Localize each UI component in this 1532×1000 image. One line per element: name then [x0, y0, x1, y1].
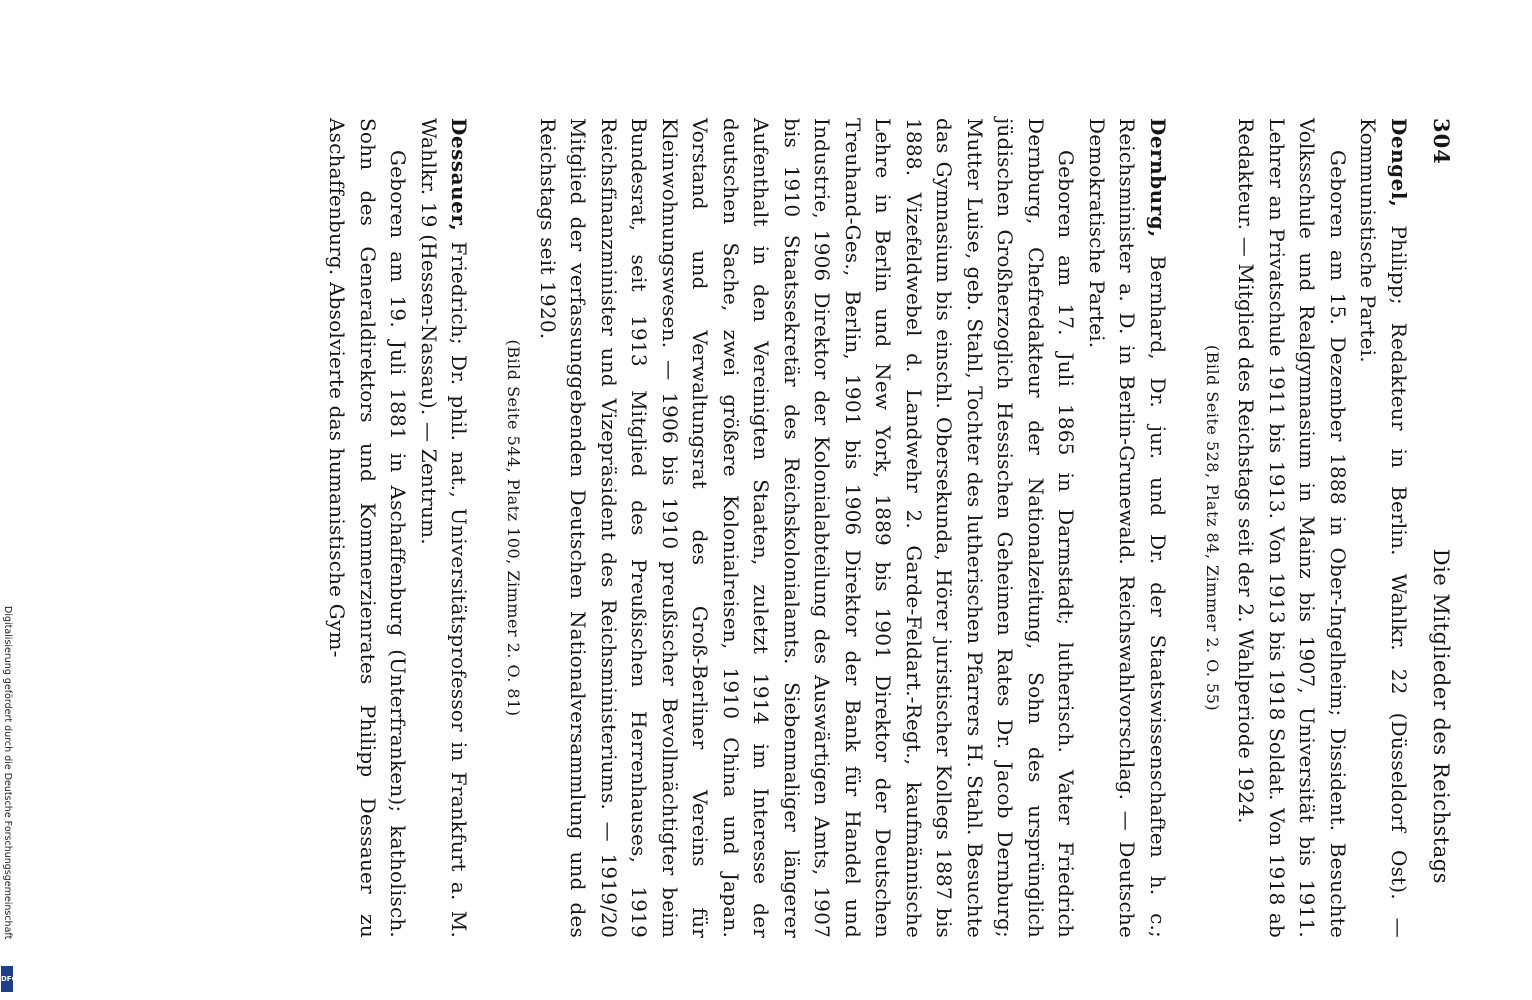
funding-note-text: Digitalisierung gefördert durch die Deutsche Forschungsgemeinschaft	[2, 606, 13, 940]
entry-biography: Geboren am 17. Juli 1865 in Darmstadt; lutherisch. Vater Friedrich Dernburg, Chefredakteur der Nationalzeitung, Sohn des ursprünglich jüdischen Großherzoglich Hessischen Geheimen Rates Dr. Jacob Dernburg; Mutter Luise, geb. Stahl, Tochter des lutherischen Pfarrers H. Stahl. Besuchte das Gymnasium bis einschl. Obersekunda, Hörer juristischer Kollegs 1887 bis 1888. Vizefeldwebel d. Landwehr 2. Garde-Feldart.-Regt., kaufmännische Lehre in Berlin und New York, 1889 bis 1901 Direktor der Deutschen Treuhand-Ges., Berlin, 1901 bis 1906 Direktor der Bank für Handel und Industrie, 1906 Direktor der Kolonialabteilung des Auswärtigen Amts, 1907 bis 1910 Staatssekretär des Reichskolonialamts. Siebenmaliger längerer Aufenthalt in den Vereinigten Staaten, zuletzt 1914 im Interesse der deutschen Sache, zwei größere Kolonialreisen, 1910 China und Japan. Vorstand und Verwaltungsrat des Groß-Berliner Vereins für Kleinwohnungswesen. — 1906 bis 1910 preußischer Bevollmächtigter beim Bundesrat, seit 1913 Mitglied des Preußischen Herrenhauses, 1919 Reichsfinanzminister und Vizepräsident des Reichsministeriums. — 1919/20 Mitglied der verfassunggebenden Deutschen Nationalversammlung und des Reichstags seit 1920.	[535, 118, 1079, 938]
entry-intro: Friedrich; Dr. phil. nat., Universitätsprofessor in Frankfurt a. M. Wahlkr. 19 (Hessen-Nassau). — Zentrum.	[416, 118, 472, 938]
entry-dessauer	[322, 118, 475, 938]
entry-intro: Philipp; Redakteur in Berlin. Wahlkr. 22 (Düsseldorf Ost). — Kommunistische Partei.	[1356, 118, 1411, 938]
funding-note	[0, 606, 14, 1000]
entry-heading	[1353, 118, 1414, 938]
entry-name: Dessauer,	[447, 118, 472, 232]
page-header	[1428, 118, 1454, 938]
entry-name: Dengel,	[1386, 118, 1411, 208]
entry-heading	[1081, 118, 1173, 938]
dfg-logo-text: DFG	[1, 975, 18, 983]
entry-name: Dernburg,	[1145, 118, 1170, 238]
entry-heading	[413, 118, 474, 938]
rotated-page	[116, 0, 1516, 1000]
page-number: 304	[1429, 118, 1454, 165]
entry-biography: Geboren am 15. Dezember 1888 in Ober-Ingelheim; Dissident. Besuchte Volksschule und Realgymnasium in Mainz bis 1907, Universität bis 1911. Lehrer an Privatschule 1911 bis 1913. Von 1913 bis 1918 Soldat. Von 1918 ab Redakteur. — Mitglied des Reichstags seit der 2. Wahlperiode 1924.	[1234, 118, 1350, 938]
entry-dengel	[1199, 118, 1414, 938]
entry-reference: (Bild Seite 528, Platz 84, Zimmer 2. O. 55)	[1202, 344, 1222, 712]
entry-dernburg	[500, 118, 1173, 938]
dfg-logo	[1, 966, 18, 992]
entry-intro: Bernhard, Dr. jur. und Dr. der Staatswissenschaften h. c.; Reichsminister a. D. in Berlin-Grunewald. Reichswahlvorschlag. — Deutsche Demokratische Partei.	[1084, 118, 1170, 938]
entry-reference: (Bild Seite 544, Platz 100, Zimmer 2. O. 81)	[504, 339, 524, 717]
running-title: Die Mitglieder des Reichstags	[1429, 548, 1453, 884]
entry-biography: Geboren am 19. Juli 1881 in Aschaffenburg (Unterfranken); katholisch. Sohn des Generaldirektors und Kommerzienrates Philipp Dessauer zu Aschaffenburg. Absolvierte das humanistische Gym-	[325, 118, 411, 938]
